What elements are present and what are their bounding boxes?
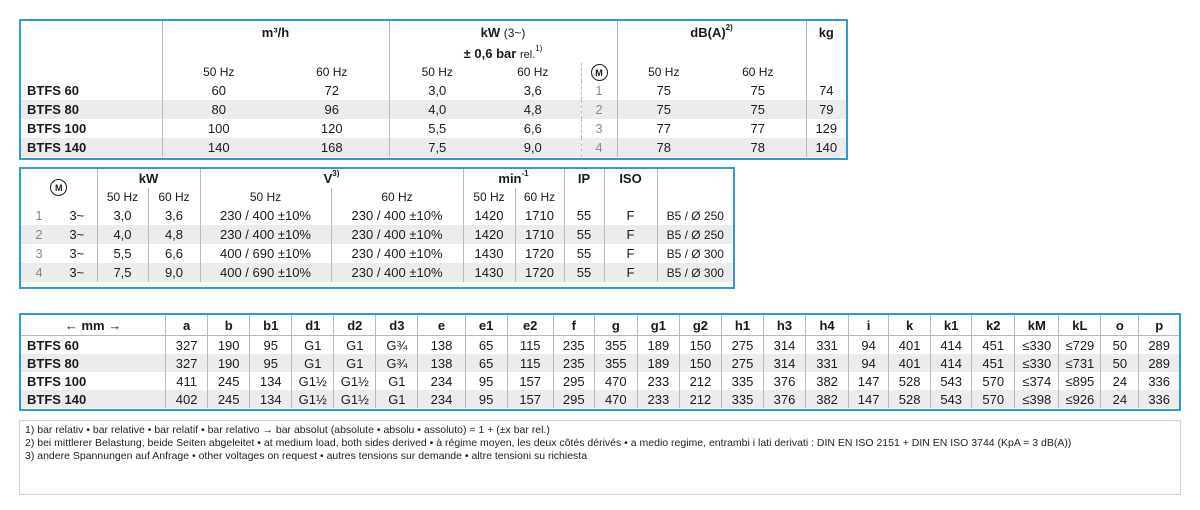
footnote-2: 2) bei mittlerer Belastung, beide Seiten abgeleitet • at medium load, both sides derived • à régime moyen, les deux côtés dérivés • a medio regime, entrambi i lati derivati : DIN EN ISO 2151 + DIN EN ISO 3744 (KpA = 3 dB(A)) <box>25 437 1072 449</box>
noise-50hz-header: 50 Hz <box>617 63 710 81</box>
model-name: BTFS 100 <box>21 119 162 138</box>
table-row: BTFS 60 327 190 95 G1 G1 G¾ 138 65 115 235 355 189 150 275 314 331 94 401 414 451 ≤330 ≤729 50 289 <box>21 336 1179 355</box>
motor-table <box>19 167 735 289</box>
voltage-header: $V^{3)}$ <box>200 169 463 188</box>
corner-cell <box>21 21 162 43</box>
table-row: BTFS 100 100 120 5,5 6,6 3 77 77 129 <box>21 119 846 138</box>
model-name: BTFS 60 <box>21 81 162 100</box>
motor-header <box>581 63 617 81</box>
performance-grid <box>21 21 846 157</box>
footnote-3: 3) andere Spannungen auf Anfrage • other voltages on request • autres tensions sur demande • altre tensioni su richiesta <box>25 450 588 462</box>
table-row: BTFS 80 327 190 95 G1 G1 G¾ 138 65 115 235 355 189 150 275 314 331 94 401 414 451 ≤330 ≤731 50 289 <box>21 354 1179 372</box>
noise-60hz-header: 60 Hz <box>742 65 774 79</box>
table-row: 1 3~ 3,0 3,6 230 / 400 ±10% 230 / 400 ±10% 1420 1710 55 F B5 / Ø 250 <box>21 206 733 225</box>
model-name: BTFS 100 <box>21 372 166 390</box>
table-row: 3 3~ 5,5 6,6 400 / 690 ±10% 230 / 400 ±10% 1430 1720 55 F B5 / Ø 300 <box>21 244 733 263</box>
dimensions-table <box>19 313 1181 411</box>
table-row: BTFS 100 411 245 134 G1½ G1½ G1 234 95 157 295 470 233 212 335 376 382 147 528 543 570 ≤374 ≤895 24 336 <box>21 372 1179 390</box>
pressure-header: ± 0,6 bar rel.$^{1)}$ <box>389 43 617 63</box>
kw-header: kW <box>97 169 200 188</box>
iso-header: ISO <box>604 169 657 206</box>
noise-header: $dB(A)^{2)}$ <box>617 21 806 43</box>
table-row: BTFS 80 80 96 4,0 4,8 2 75 75 79 <box>21 100 846 119</box>
ip-header: IP <box>564 169 604 206</box>
flow-60hz-header: 60 Hz <box>316 65 348 79</box>
power-50hz-header: 50 Hz <box>389 63 485 81</box>
table-row: 2 3~ 4,0 4,8 230 / 400 ±10% 230 / 400 ±10% 1420 1710 55 F B5 / Ø 250 <box>21 225 733 244</box>
motor-grid: M kW $V^{3)}$ $\min^{-1}$ IP ISO 50 Hz 60 Hz 50 Hz 60 Hz 50 Hz 60 Hz 1 3~ 3,0 3,6 230 / 400 ±10% 230 / 400 ±10% 1420 1710 55 F B5 / Ø 250 2 3~ 4,0 4,8 230 / 400 ±10% 230 / 400 ±10% 1420 1710 55 F B5 / Ø 250 3 3~ 5,5 6,6 400 / 690 ±10% 230 / 400 ±10% 1430 1720 55 F B5 / Ø 300 4 3~ 7,5 9,0 400 / 690 ±10% 230 / 400 ±10% 1430 1720 55 F B5 / Ø 300 <box>21 169 733 282</box>
model-name: BTFS 60 <box>21 336 166 355</box>
table-row: BTFS 60 60 72 3,0 3,6 1 75 75 74 <box>21 81 846 100</box>
table-row: BTFS 140 140 168 7,5 9,0 4 78 78 140 <box>21 138 846 157</box>
motor-header <box>21 169 97 206</box>
motor-icon: M <box>591 64 608 81</box>
table-row: BTFS 140 402 245 134 G1½ G1½ G1 234 95 157 295 470 233 212 335 376 382 147 528 543 570 ≤398 ≤926 24 336 <box>21 390 1179 408</box>
footnotes <box>19 420 1181 495</box>
performance-table <box>19 19 848 160</box>
power-60hz-header: 60 Hz <box>517 65 549 79</box>
dimensions-grid <box>21 315 1179 408</box>
model-name: BTFS 140 <box>21 138 162 157</box>
weight-header: kg <box>806 21 846 43</box>
flow-header: m³/h <box>162 21 389 43</box>
unit-label: ← mm → <box>21 315 166 336</box>
model-name: BTFS 80 <box>21 354 166 372</box>
table-row: 4 3~ 7,5 9,0 400 / 690 ±10% 230 / 400 ±10% 1430 1720 55 F B5 / Ø 300 <box>21 263 733 282</box>
dimensions-header-row: ← mm → a b b1 d1 d2 d3 e e1 e2 f g g1 g2 h1 h3 h4 i k k1 k2 kM kL o p <box>21 315 1179 336</box>
power-header: kW (3~) <box>389 21 617 43</box>
flow-50hz-header: 50 Hz <box>162 63 275 81</box>
model-name: BTFS 140 <box>21 390 166 408</box>
footnote-1: 1) bar relativ • bar relative • bar relatif • bar relativo → bar absolut (absolute • absolu • assoluto) = 1 + (±x bar rel.) <box>25 424 550 436</box>
model-name: BTFS 80 <box>21 100 162 119</box>
power-note: (3~) <box>503 25 526 40</box>
speed-header: $\min^{-1}$ <box>463 169 564 188</box>
motor-icon: M <box>50 179 67 196</box>
